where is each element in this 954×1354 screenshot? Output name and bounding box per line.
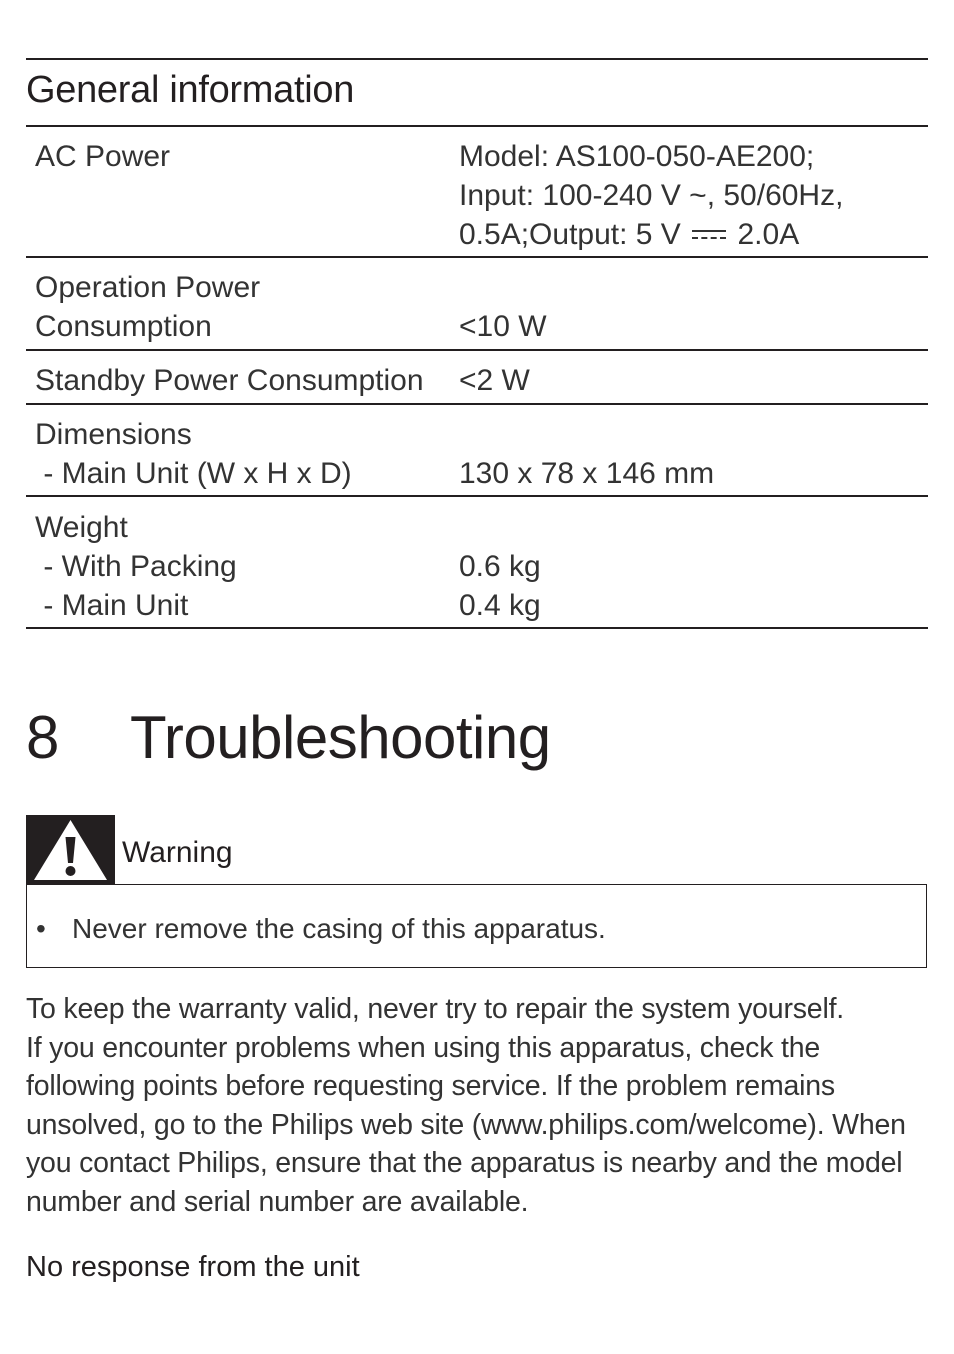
spec-value-line: 0.6 kg [459, 550, 541, 583]
spec-value-line: Model: AS100-050-AE200; [459, 140, 815, 173]
spec-label-line: - Main Unit (W x H x D) [35, 457, 352, 490]
body-line: you contact Philips, ensure that the apparatus is nearby and the model [26, 1147, 903, 1180]
spec-label-line: Dimensions [35, 418, 192, 451]
warning-label: Warning [122, 836, 233, 869]
chapter-number: 8 [26, 704, 59, 771]
row-divider [26, 349, 928, 351]
body-line: To keep the warranty valid, never try to repair the system yourself. [26, 993, 845, 1025]
warning-item: Never remove the casing of this apparatus. [72, 913, 606, 944]
table-top-rule [26, 58, 928, 60]
row-divider [26, 256, 928, 258]
bullet-icon: • [36, 913, 46, 944]
spec-label-line: Consumption [35, 310, 212, 343]
spec-value [459, 454, 929, 493]
section-title: General information [26, 69, 355, 111]
warning-box [26, 884, 927, 968]
subheading: No response from the unit [26, 1251, 360, 1283]
spec-value-line: <10 W [459, 310, 547, 343]
output-voltage-text: 0.5A;Output: 5 V [459, 218, 681, 251]
table-bottom-rule [26, 627, 928, 629]
dc-current-icon [690, 226, 728, 246]
output-current-text: 2.0A [737, 218, 800, 251]
spec-value [459, 137, 929, 254]
spec-value-line: 0.4 kg [459, 589, 541, 622]
spec-value [459, 547, 929, 625]
body-paragraph [26, 990, 928, 1222]
body-line: If you encounter problems when using this apparatus, check the [26, 1031, 820, 1064]
spec-value-line: <2 W [459, 364, 530, 397]
spec-label-line: Weight [35, 511, 128, 544]
spec-label-line: - Main Unit [35, 589, 189, 622]
spec-label-line: AC Power [35, 140, 171, 173]
spec-label [35, 415, 455, 493]
row-divider [26, 495, 928, 497]
warning-triangle-icon [26, 815, 115, 885]
spec-label-line: Operation Power [35, 271, 261, 304]
table-header-rule [26, 125, 928, 127]
row-divider [26, 403, 928, 405]
spec-label [35, 137, 455, 176]
body-line: following points before requesting service. If the problem remains [26, 1070, 835, 1103]
spec-value [459, 307, 929, 346]
spec-label [35, 361, 455, 400]
spec-value-line [459, 215, 929, 254]
spec-label [35, 268, 455, 346]
spec-value [459, 361, 929, 400]
spec-label [35, 508, 455, 625]
spec-label-line: Standby Power Consumption [35, 364, 424, 397]
spec-value-line: 130 x 78 x 146 mm [459, 457, 715, 490]
body-line: number and serial number are available. [26, 1185, 529, 1218]
body-line: unsolved, go to the Philips web site (www.philips.com/welcome). When [26, 1108, 906, 1141]
chapter-title: Troubleshooting [130, 704, 551, 771]
spec-value-line: Input: 100-240 V ~, 50/60Hz, [459, 179, 844, 212]
spec-label-line: - With Packing [35, 550, 237, 583]
